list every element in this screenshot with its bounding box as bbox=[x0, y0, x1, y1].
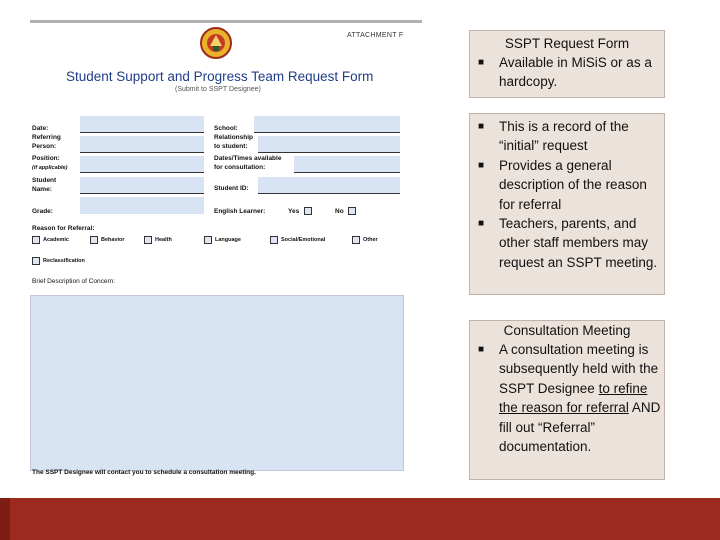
date-field[interactable] bbox=[80, 116, 204, 133]
grade-field[interactable] bbox=[80, 197, 204, 214]
form-subtitle: (Submit to SSPT Designee) bbox=[175, 86, 261, 93]
school-district-seal-icon bbox=[200, 26, 232, 60]
list-item bbox=[470, 214, 664, 272]
position-label: Position: bbox=[32, 155, 60, 162]
footer-accent bbox=[0, 498, 10, 540]
social-emotional-checkbox[interactable] bbox=[270, 236, 278, 244]
no-label: No bbox=[335, 208, 344, 215]
footer-bar bbox=[0, 498, 720, 540]
behavior-option-label: Behavior bbox=[101, 237, 125, 243]
language-checkbox[interactable] bbox=[204, 236, 212, 244]
dates-times-field[interactable] bbox=[294, 156, 400, 173]
bullet-text: Provides a general description of the reason for referral bbox=[499, 157, 647, 212]
dates-times-label: Dates/Times available for consultation: bbox=[214, 155, 282, 171]
behavior-checkbox[interactable] bbox=[90, 236, 98, 244]
position-field[interactable] bbox=[80, 156, 204, 173]
health-checkbox[interactable] bbox=[144, 236, 152, 244]
reclassification-option-label: Reclassification bbox=[43, 258, 85, 264]
relationship-field[interactable] bbox=[258, 136, 400, 153]
list-item bbox=[470, 117, 664, 156]
academic-checkbox[interactable] bbox=[32, 236, 40, 244]
if-applicable-label: (if applicable) bbox=[32, 165, 68, 171]
student-id-field[interactable] bbox=[258, 177, 400, 194]
form-title: Student Support and Progress Team Request Form bbox=[66, 69, 374, 84]
school-label: School: bbox=[214, 125, 238, 132]
form-footnote: The SSPT Designee will contact you to schedule a consultation meeting. bbox=[32, 469, 256, 476]
list-item bbox=[470, 340, 664, 456]
bullet-text: Teachers, parents, and other staff members may request an SSPT meeting. bbox=[499, 216, 658, 270]
relationship-label: Relationship to student: bbox=[214, 134, 254, 150]
student-name-label: Student Name: bbox=[32, 177, 57, 193]
square-bullet-icon: ■ bbox=[478, 57, 485, 68]
brief-description-textarea[interactable] bbox=[30, 295, 404, 471]
sspt-request-form-bullets bbox=[470, 53, 664, 92]
square-bullet-icon: ■ bbox=[478, 159, 485, 171]
health-option-label: Health bbox=[155, 237, 172, 243]
other-checkbox[interactable] bbox=[352, 236, 360, 244]
student-name-field[interactable] bbox=[80, 177, 204, 194]
reason-for-referral-label: Reason for Referral: bbox=[32, 225, 95, 232]
square-bullet-icon: ■ bbox=[478, 344, 485, 355]
square-bullet-icon: ■ bbox=[478, 121, 485, 132]
request-record-bullets bbox=[470, 114, 664, 272]
consultation-text-part1: A consultation meeting is subsequently held with the SSPT Designee bbox=[499, 342, 659, 396]
date-label: Date: bbox=[32, 125, 49, 132]
consultation-meeting-panel bbox=[469, 320, 665, 480]
consultation-meeting-title: Consultation Meeting bbox=[503, 323, 631, 338]
bullet-text: This is a record of the “initial” request bbox=[499, 119, 629, 154]
brief-description-label: Brief Description of Concern: bbox=[32, 278, 116, 285]
grade-label: Grade: bbox=[32, 208, 53, 215]
attachment-label: ATTACHMENT F bbox=[347, 32, 404, 39]
form-top-rule bbox=[30, 20, 422, 23]
school-field[interactable] bbox=[254, 116, 400, 133]
list-item bbox=[470, 156, 664, 214]
yes-label: Yes bbox=[288, 208, 300, 215]
referring-person-field[interactable] bbox=[80, 136, 204, 153]
language-option-label: Language bbox=[215, 237, 241, 243]
request-form-image bbox=[30, 20, 425, 490]
academic-option-label: Academic bbox=[43, 237, 69, 243]
other-option-label: Other bbox=[363, 237, 378, 243]
consultation-text-part2: AND fill out “Referral” documentation. bbox=[499, 400, 661, 455]
student-id-label: Student ID: bbox=[214, 185, 249, 192]
english-learner-no-checkbox[interactable] bbox=[348, 207, 356, 215]
english-learner-label: English Learner: bbox=[214, 208, 266, 215]
request-record-panel bbox=[469, 113, 665, 295]
consultation-meeting-bullets bbox=[470, 340, 664, 456]
social-emotional-option-label: Social/Emotional bbox=[281, 237, 326, 243]
sspt-request-form-panel bbox=[469, 30, 665, 98]
list-item bbox=[470, 53, 664, 92]
bullet-text: Available in MiSiS or as a hardcopy. bbox=[499, 55, 652, 90]
english-learner-yes-checkbox[interactable] bbox=[304, 207, 312, 215]
square-bullet-icon: ■ bbox=[478, 218, 485, 230]
reclassification-checkbox[interactable] bbox=[32, 257, 40, 265]
referring-person-label: Referring Person: bbox=[32, 134, 61, 150]
consultation-text-underlined: to refine the reason for referral bbox=[499, 380, 648, 416]
sspt-request-form-title: SSPT Request Form bbox=[504, 36, 630, 51]
